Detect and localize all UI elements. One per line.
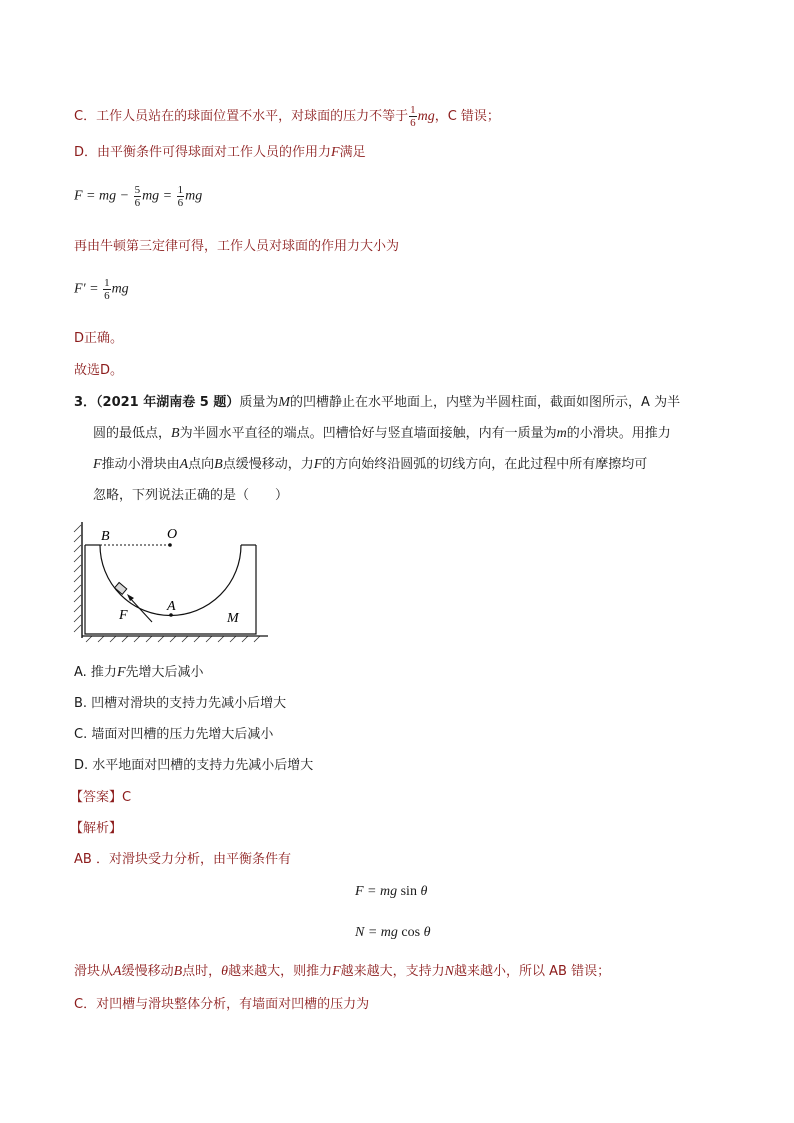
equation-f-sin: F = mg sin θ: [355, 884, 428, 899]
option-d[interactable]: D. 水平地面对凹槽的支持力先减小后增大: [74, 758, 314, 773]
label-b: B: [101, 529, 110, 544]
force-arrowhead: [127, 594, 134, 601]
equation-force-balance: F = mg − $\frac{5}{6}$ mg = $\frac{1}{6}$ mg: [74, 184, 203, 209]
option-a[interactable]: A. 推力F先增大后减小: [74, 665, 204, 680]
question-3-line-2: 圆的最低点，B为半圆水平直径的端点。凹槽恰好与竖直墙面接触，内有一质量为m的小滑块。用推力: [93, 426, 671, 441]
question-3-line-4: 忽略，下列说法正确的是（ ）: [93, 488, 289, 503]
analysis-line-slider: 滑块从A缓慢移动B点时，θ越来越大，则推力F越来越大，支持力N越来越小，所以 AB 错误；: [74, 964, 611, 979]
solution-line-d-correct: D正确。: [74, 331, 124, 346]
label-f: F: [119, 608, 128, 623]
wall-hatching: [74, 525, 81, 632]
option-c[interactable]: C. 墙面对凹槽的压力先增大后减小: [74, 727, 274, 742]
label-m: M: [227, 611, 239, 626]
solution-line-choose-d: 故选D。: [74, 363, 124, 378]
label-a: A: [167, 599, 176, 614]
force-arrow: [129, 597, 152, 622]
question-3-line-3: F推动小滑块由A点向B点缓慢移动，力F的方向始终沿圆弧的切线方向，在此过程中所有摩擦均可: [93, 457, 648, 472]
slider-block: [115, 582, 127, 594]
option-b[interactable]: B. 凹槽对滑块的支持力先减小后增大: [74, 696, 287, 711]
center-point-o: [168, 543, 172, 547]
solution-line-newton: 再由牛顿第三定律可得，工作人员对球面的作用力大小为: [74, 239, 400, 254]
label-o: O: [167, 527, 178, 542]
answer-label: 【答案】C: [70, 790, 132, 805]
question-3-line-1: 3．（2021 年湖南卷 5 题）质量为M的凹槽静止在水平地面上，内壁为半圆柱面，截面如图所示，A 为半: [74, 395, 681, 410]
equation-n-cos: N = mg cos θ: [355, 925, 431, 940]
equation-reaction-force: F′ = $\frac{1}{6}$ mg: [74, 277, 129, 302]
analysis-line-c: C．对凹槽与滑块整体分析，有墙面对凹槽的压力为: [74, 997, 370, 1012]
solution-line-d: D．由平衡条件可得球面对工作人员的作用力F满足: [74, 145, 366, 160]
analysis-label: 【解析】: [70, 821, 123, 836]
fraction-one-sixth: $\frac{1}{6}$: [410, 104, 416, 129]
groove-figure: [72, 518, 272, 644]
solution-line-c: C．工作人员站在的球面位置不水平，对球面的压力不等于 $\frac{1}{6}$ mg，C 错误；: [74, 104, 500, 129]
analysis-line-ab: AB ．对滑块受力分析，由平衡条件有: [74, 852, 291, 867]
ground-hatching: [86, 636, 260, 642]
